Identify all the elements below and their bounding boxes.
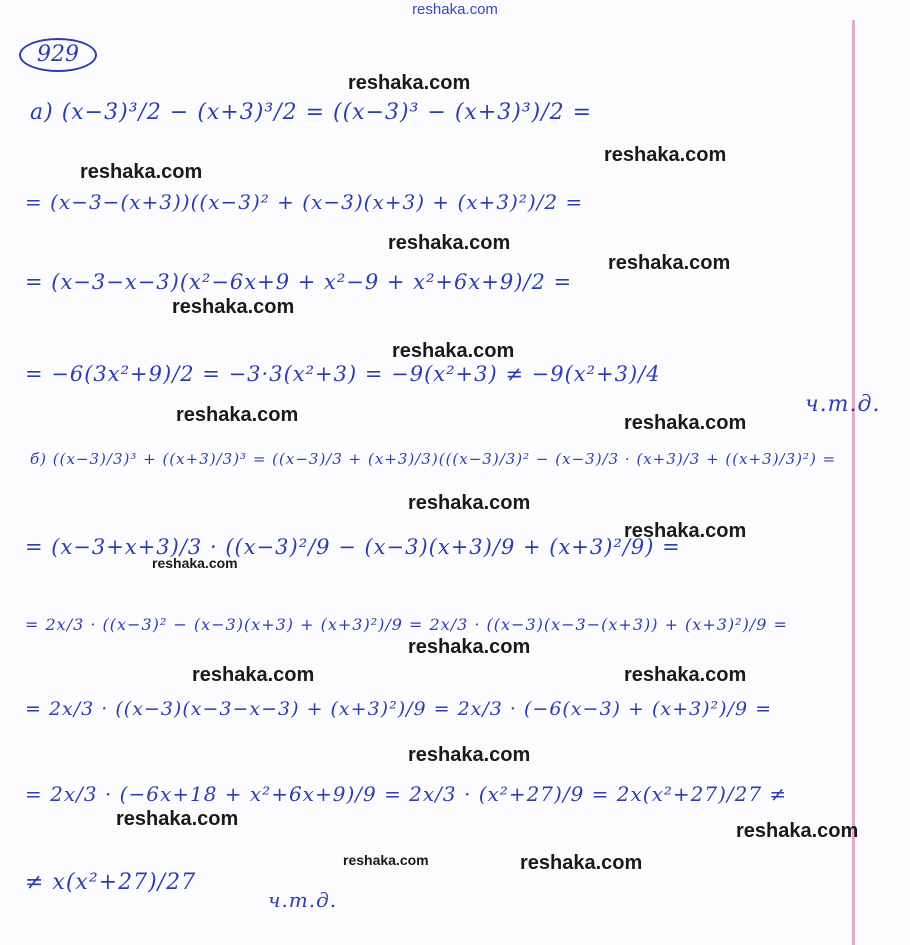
solution-line-a3: = (x−3−x−3)(x²−6x+9 + x²−9 + x²+6x+9)/2 =	[25, 270, 573, 294]
solution-line-a1: а) (x−3)³/2 − (x+3)³/2 = ((x−3)³ − (x+3)³)/2 =	[30, 100, 593, 125]
watermark: reshaka.com	[116, 808, 239, 830]
watermark: reshaka.com	[176, 404, 299, 426]
watermark: reshaka.com	[192, 664, 315, 686]
watermark: reshaka.com	[152, 555, 238, 571]
solution-line-b6: ≠ x(x²+27)/27	[25, 870, 197, 895]
solution-line-a2: = (x−3−(x+3))((x−3)² + (x−3)(x+3) + (x+3)²)/2 =	[25, 190, 584, 214]
watermark: reshaka.com	[172, 296, 295, 318]
watermark: reshaka.com	[408, 744, 531, 766]
watermark: reshaka.com	[408, 492, 531, 514]
watermark: reshaka.com	[388, 232, 511, 254]
watermark: reshaka.com	[408, 636, 531, 658]
solution-line-b4: = 2x/3 · ((x−3)(x−3−x−3) + (x+3)²)/9 = 2x/3 · (−6(x−3) + (x+3)²)/9 =	[25, 698, 772, 720]
problem-number: 929	[19, 38, 97, 72]
watermark: reshaka.com	[608, 252, 731, 274]
solution-line-a4: = −6(3x²+9)/2 = −3·3(x²+3) = −9(x²+3) ≠ −9(x²+3)/4	[25, 362, 661, 386]
watermark: reshaka.com	[736, 820, 859, 842]
watermark: reshaka.com	[520, 852, 643, 874]
solution-line-b1: б) ((x−3)/3)³ + ((x+3)/3)³ = ((x−3)/3 + (x+3)/3)(((x−3)/3)² − (x−3)/3 · (x+3)/3 + ((x+3)/3)²) =	[30, 450, 837, 468]
solution-line-b5: = 2x/3 · (−6x+18 + x²+6x+9)/9 = 2x/3 · (x²+27)/9 = 2x(x²+27)/27 ≠	[25, 782, 788, 806]
watermark: reshaka.com	[624, 412, 747, 434]
watermark: reshaka.com	[624, 520, 747, 542]
watermark: reshaka.com	[343, 852, 429, 868]
margin-line	[852, 20, 855, 945]
watermark: reshaka.com	[348, 72, 471, 94]
watermark: reshaka.com	[604, 144, 727, 166]
qed-mark-b: ч.т.д.	[268, 888, 338, 912]
watermark-top[interactable]: reshaka.com	[412, 1, 498, 18]
watermark: reshaka.com	[80, 161, 203, 183]
qed-mark-a: ч.т.д.	[805, 392, 881, 417]
solution-line-b2: = (x−3+x+3)/3 · ((x−3)²/9 − (x−3)(x+3)/9 + (x+3)²/9) =	[25, 535, 681, 559]
solution-line-b3: = 2x/3 · ((x−3)² − (x−3)(x+3) + (x+3)²)/9 = 2x/3 · ((x−3)(x−3−(x+3)) + (x+3)²)/9 =	[25, 615, 788, 634]
watermark: reshaka.com	[392, 340, 515, 362]
watermark: reshaka.com	[624, 664, 747, 686]
